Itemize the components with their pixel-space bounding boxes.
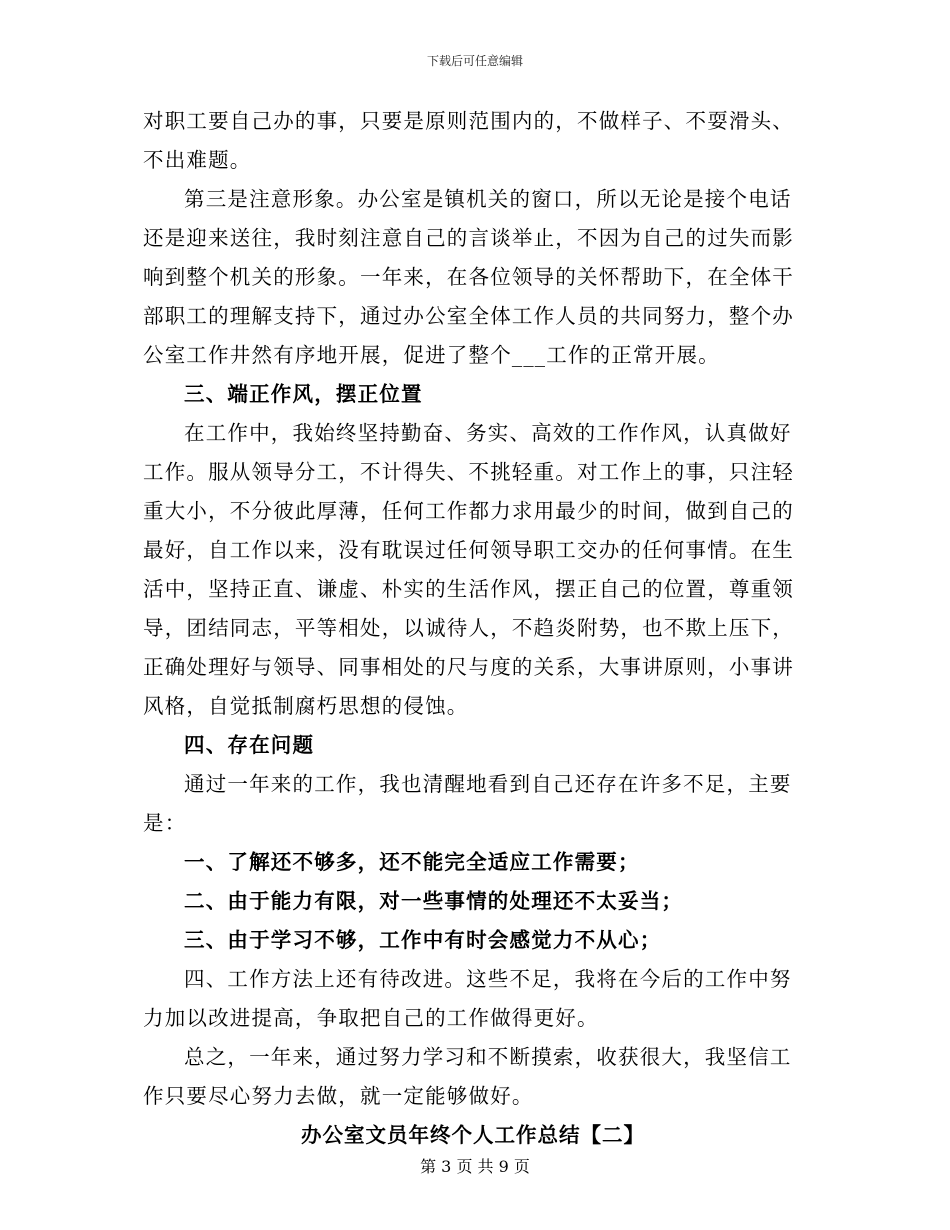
paragraph-work-style: 在工作中，我始终坚持勤奋、务实、高效的工作作风，认真做好工作。服从领导分工，不计得失、不挑轻重。对工作上的事，只注轻重大小，不分彼此厚薄，任何工作都力求用最少的时间，做到自己的最好，自工作以来，没有耽误过任何领导职工交办的任何事情。在生活中，坚持正直、谦虚、朴实的生活作风，摆正自己的位置，尊重领导，团结同志，平等相处，以诚待人，不趋炎附势，也不欺上压下，正确处理好与领导、同事相处的尺与度的关系，大事讲原则，小事讲风格，自觉抵制腐朽思想的侵蚀。 [143,421,794,718]
paragraph-image: 第三是注意形象。办公室是镇机关的窗口，所以无论是接个电话还是迎来送往，我时刻注意自己的言谈举止，不因为自己的过失而影响到整个机关的形象。一年来，在各位领导的关怀帮助下，在全体干部职工的理解支持下，通过办公室全体工作人员的共同努力，整个办公室工作井然有序地开展，促进了整个___工作的正常开展。 [143,187,794,367]
page-number: 第 3 页 共 9 页 [420,1157,530,1176]
page-header-note: 下载后可任意编辑 [426,54,523,68]
problem-item-4: 四、工作方法上还有待改进。这些不足，我将在今后的工作中努力加以改进提高，争取把自己的工作做得更好。 [143,967,792,1030]
section-title: 办公室文员年终个人工作总结【二】 [301,1123,645,1147]
heading-section-4: 四、存在问题 [184,733,315,757]
problem-item-1: 一、了解还不够多，还不能完全适应工作需要； [184,850,640,874]
problem-item-3: 三、由于学习不够，工作中有时会感觉力不从心； [184,928,662,952]
problem-item-2: 二、由于能力有限，对一些事情的处理还不太妥当； [184,889,684,913]
paragraph-conclusion: 总之，一年来，通过努力学习和不断摸索，收获很大，我坚信工作只要尽心努力去做，就一定能够做好。 [143,1045,792,1108]
paragraph-problems-intro: 通过一年来的工作，我也清醒地看到自己还存在许多不足，主要是： [143,772,792,835]
document-body [143,102,803,1155]
paragraph-continued: 对职工要自己办的事，只要是原则范围内的，不做样子、不耍滑头、不出难题。 [143,109,794,172]
heading-section-3: 三、端正作风，摆正位置 [184,382,423,406]
